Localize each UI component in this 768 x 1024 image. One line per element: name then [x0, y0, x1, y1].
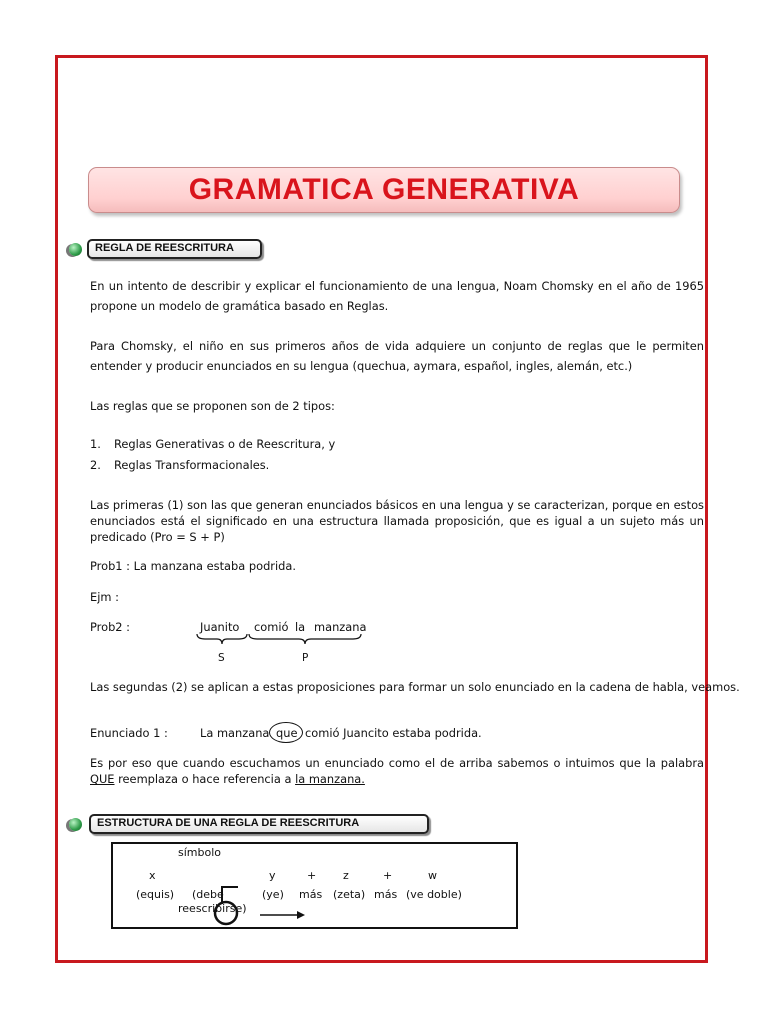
reading-mas: más — [299, 888, 323, 901]
list-item-2 — [90, 457, 270, 473]
enunciado-label: Enunciado 1 : — [90, 726, 168, 740]
prob2-word: Juanito — [200, 620, 240, 634]
reading-mas: más — [374, 888, 398, 901]
rule-structure-box — [111, 842, 518, 929]
list-number: 1. — [90, 437, 101, 451]
section-heading-regla: REGLA DE REESCRITURA — [87, 239, 262, 259]
text-fragment: reemplaza o hace referencia a — [114, 772, 296, 786]
prob2-word: comió — [254, 620, 289, 634]
paragraph-intro: En un intento de describir y explicar el funcionamiento de una lengua, Noam Chomsky en el año de 1965 propone un modelo de gramática basado en Reglas. — [90, 279, 704, 313]
list-text: Reglas Transformacionales. — [114, 458, 270, 472]
prob2-word: la — [295, 620, 306, 634]
paragraph-types: Las reglas que se proponen son de 2 tipos: — [90, 399, 335, 413]
paragraph-segundas: Las segundas (2) se aplican a estas proposiciones para formar un solo enunciado en la cadena de habla, veamos. — [90, 680, 740, 694]
enunciado-post: comió Juancito estaba podrida. — [305, 726, 482, 740]
reading-ye: (ye) — [262, 888, 284, 901]
enunciado-pre: La manzana — [200, 726, 270, 740]
reading-debe: (debe — [192, 888, 224, 901]
symbol-y: y — [269, 869, 276, 882]
paragraph-chomsky: Para Chomsky, el niño en sus primeros años de vida adquiere un conjunto de reglas que le permiten entender y producir enunciados en su lengua (quechua, aymara, español, ingles, alemán, etc.) — [90, 339, 704, 373]
list-number: 2. — [90, 458, 101, 472]
brace-label-p: P — [302, 652, 309, 664]
brace-label-s: S — [218, 652, 225, 664]
underlined-que: QUE — [90, 772, 115, 786]
reading-reescribirse: reescribirse) — [178, 902, 247, 915]
enunciado-que: que — [276, 726, 298, 740]
prob1-line: Prob1 : La manzana estaba podrida. — [90, 559, 296, 573]
underlined-la-manzana: la manzana. — [295, 772, 365, 786]
page-title: GRAMATICA GENERATIVA — [188, 173, 580, 206]
reading-equis: (equis) — [136, 888, 175, 901]
reading-ve-doble: (ve doble) — [406, 888, 462, 901]
symbol-plus: + — [307, 869, 317, 882]
rewrite-symbol-drawing — [208, 884, 308, 930]
list-text: Reglas Generativas o de Reescritura, y — [114, 437, 336, 451]
simbolo-label: símbolo — [178, 846, 222, 859]
list-item-1 — [90, 436, 336, 452]
paragraph-primeras: Las primeras (1) son las que generan enunciados básicos en una lengua y se caracterizan, porque en estos enunciados está el significado en una estructura llamada proposición, que es igual a un sujeto más un predicado (Pro = S + P) — [90, 498, 704, 544]
globe-bullet-icon — [69, 243, 82, 256]
section-heading-estructura: ESTRUCTURA DE UNA REGLA DE REESCRITURA — [89, 814, 429, 834]
title-banner — [88, 167, 680, 213]
prob2-label: Prob2 : — [90, 620, 131, 634]
ejm-label: Ejm : — [90, 590, 119, 604]
symbol-w: w — [428, 869, 437, 882]
paragraph-es-por-eso — [90, 755, 704, 787]
symbol-z: z — [343, 869, 349, 882]
symbol-x: x — [149, 869, 156, 882]
symbol-plus: + — [383, 869, 393, 882]
globe-bullet-icon — [69, 818, 82, 831]
reading-zeta: (zeta) — [333, 888, 366, 901]
text-fragment: Es por eso que cuando escuchamos un enunciado como el de arriba sabemos o intuimos que la palabra — [90, 756, 704, 770]
brace-underline — [195, 633, 365, 647]
prob2-word: manzana — [314, 620, 367, 634]
